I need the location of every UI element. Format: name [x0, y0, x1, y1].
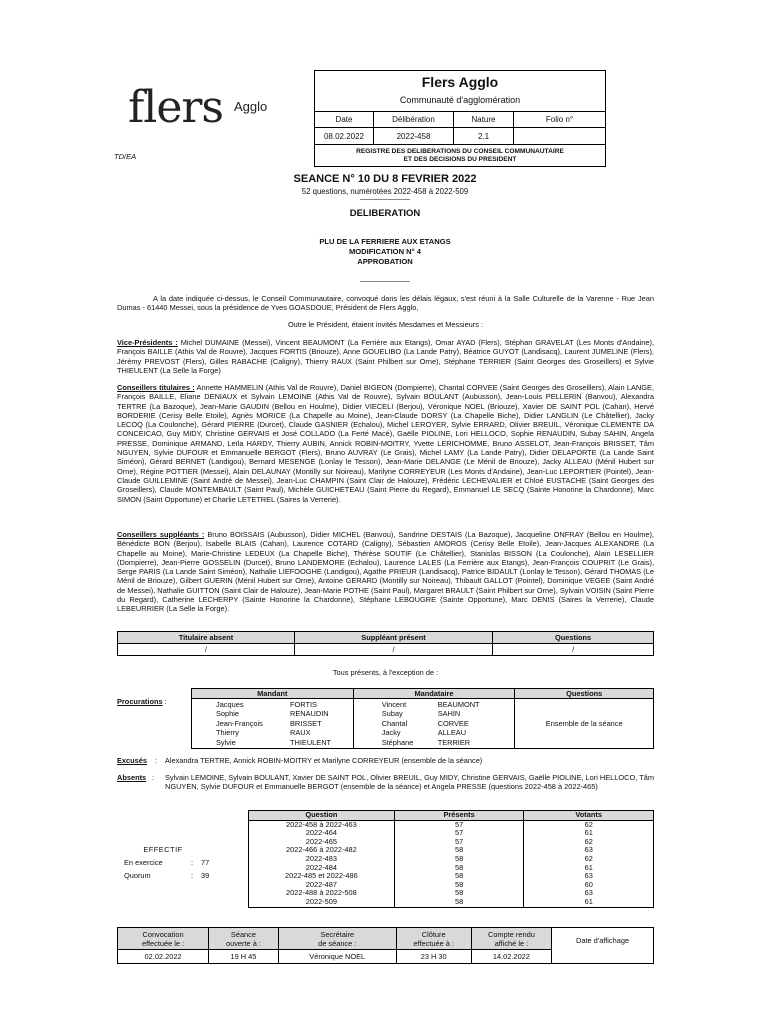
- effectif-title: EFFECTIF: [143, 845, 183, 854]
- mandataire-first: Subay: [381, 709, 403, 719]
- mandant-first: Jacques: [216, 700, 244, 709]
- footer-header-line: Séance: [230, 929, 256, 939]
- cell-suppleant-present: /: [294, 644, 492, 656]
- footer-header-line: Convocation: [142, 929, 184, 939]
- footer-header-compte-rendu: [471, 928, 551, 950]
- vote-question-cell: 2022-465: [249, 838, 395, 847]
- register-line-1: REGISTRE DES DELIBERATIONS DU CONSEIL COMMUNAUTAIRE: [356, 148, 564, 155]
- subject-line-1: PLU DE LA FERRIERE AUX ETANGS: [319, 237, 451, 246]
- effectif-value: 39: [201, 871, 210, 880]
- effectif-value: 77: [201, 858, 210, 867]
- procurations-label-wrap: [117, 697, 167, 706]
- val-date: 08.02.2022: [323, 132, 365, 141]
- header-question: Question: [249, 811, 395, 821]
- mandataire-last: ALLEAU: [437, 728, 467, 738]
- vote-question-cell: 2022-464: [249, 829, 395, 838]
- footer-value-secretaire: Véronique NOEL: [278, 950, 396, 964]
- mandant-last: THIEULENT: [290, 737, 332, 747]
- titulaires-text: Annette HAMMELIN (Athis Val de Rouvre), Daniel BIGEON (Dompierre), Chantal CORVEE (Saint Georges des Groseillers), Alain LANGE, François BAILLE, Eliane DENIAUX et Sylvain LEMOINE (Athis Val de Rouvre), Sylvain BOULANT (Aubusson), Jean-Louis PELLERIN (Banvou), Alexandra TERTRE (La Bazoque), Jean-Marie GAUDIN (Bellou en Houlme), Didier VIECELI (Berjou), Véronique NOEL (Briouze), Xavier DE SAINT POL (Cahan), Hervé BORDERIE (Cerisy Belle Etoile), Agnès MORICE (La Chapelle au Moine), Jean-Claude DORSY (La Chapelle Biche), Didier LANGLIN (Le Châtellier), Jacky LECOQ (La Coulonche), Gérard PIERRE (Durcet), Claude GASNIER (Echalou), Michel LEROYER, Sylvie ERRARD, Olivier BREUIL, Véronique CLEMENTE DA CONCEICAO, Guy MIDY, Christine GERVAIS et José COLLADO (La Ferté Macé), Gaëlle PIOLINE, Lori HELLOCO, Sophie RENAUDIN, Subay SAHIN, Angela PRESSE, Dominique ARMAND, Leïla HARDY, Thierry AUBIN, Annick ROBIN-MOITRY, Yvette LERICHOMME, Bruno ASSELOT, Jean-François BRISSET, Tâm NGUYEN, Sylvie DUFOUR et Emmanuelle BERGOT (Flers), Bruno AUVRAY (Le Grais), Michel LAMY (La Lande Patry), Didier DELAPORTE (La Lande Saint Siméon), Gérard BERNET (Landigou), Bernard MESENGE (Lonlay le Tesson), Jean-Marie DELANGE (Le Ménil de Briouze), Jacky ALLEAU (Ménil Hubert sur Orne), Régine POTTIER (Messei), Alain DELAUNAY (Montilly sur Noireau), Marilyne CORREYEUR (Les Monts d'Andaine), Jean-Luc LEPORTIER (Pointel), Jean-Claude GUILLEMINE (Saint André de Messei), Jean-Luc CHAMPIN (Saint Clair de Halouze), Frédéric LECHEVALIER et Chloé EUSTACHE (Saint Georges des Groseillers), Claude MONTEMBAULT (Saint Paul), Michèle GUICHETEAU (Saint Pierre du Regard), Emmanuel LE SECQ (Sainte Honorine la Chardonne), Marc SIMON (Saint Opportune) et Charlie LETETREL (Saires la Verrerie).: [117, 383, 654, 504]
- effectif-row: [124, 871, 209, 880]
- mandataire-first: Chantal: [381, 718, 408, 728]
- mandant-first: Sylvie: [216, 737, 236, 747]
- logo-suffix: Agglo: [234, 99, 268, 114]
- footer-header-convocation: [118, 928, 209, 950]
- intro-paragraph: A la date indiquée ci-dessus, le Conseil Communautaire, convoqué dans les délais légaux, s'est réuni à la Salle Culturelle de la Varenne - Rue Jean Dumas - 61440 Messei, sous la présidence de Yves GOASDOUE, Président de Flers Agglo,: [117, 294, 654, 313]
- vote-question-cell: 2022-458 à 2022-463: [249, 820, 395, 829]
- votes-header-row: [249, 811, 654, 821]
- vote-votants-cell: 61: [524, 898, 654, 907]
- val-folio: [513, 128, 605, 145]
- header-box: [314, 70, 606, 167]
- footer-header-line: effectuée à :: [413, 938, 454, 948]
- register-line-2: ET DES DECISIONS DU PRESIDENT: [403, 156, 517, 163]
- footer-value-compte-rendu: 14.02.2022: [471, 950, 551, 964]
- effectif-colon: :: [191, 858, 194, 867]
- footer-header-line: Clôture: [421, 929, 446, 939]
- header-votants: Votants: [524, 811, 654, 821]
- org-subtitle: Communauté d'agglomération: [399, 95, 521, 105]
- vote-votants-cell: 62: [524, 855, 654, 864]
- footer-table: [117, 927, 654, 964]
- mandataire-last: CORVEE: [437, 718, 469, 728]
- vote-question-cell: 2022-484: [249, 864, 395, 873]
- vote-votants-cell: 63: [524, 889, 654, 898]
- mandant-last: FORTIS: [290, 700, 317, 709]
- val-deliberation: 2022-458: [373, 128, 453, 145]
- org-title: Flers Agglo: [421, 74, 499, 90]
- vote-presents-cell: 58: [394, 846, 524, 855]
- footer-header-line: ouverte à :: [225, 938, 261, 948]
- footer-value-cloture: 23 H 30: [396, 950, 471, 964]
- deliberation-heading: DELIBERATION: [349, 208, 421, 219]
- footer-header-line: affiché le :: [494, 938, 529, 948]
- vote-question-cell: 2022-483: [249, 855, 395, 864]
- footer-header-affichage: Date d'affichage: [552, 928, 654, 964]
- vote-presents-cell: 58: [394, 889, 524, 898]
- titulaires-label: Conseillers titulaires :: [117, 383, 195, 392]
- vote-votants-cell: 61: [524, 829, 654, 838]
- vote-votants-cell: 62: [524, 838, 654, 847]
- excuses-line: [117, 756, 654, 765]
- votes-row: [249, 898, 654, 907]
- all-present-line: Tous présents, à l'exception de :: [332, 668, 439, 677]
- vote-votants-cell: 60: [524, 881, 654, 890]
- subject-line-2: MODIFICATION N° 4: [348, 247, 422, 256]
- suppleants-text: Bruno BOISSAIS (Aubusson), Didier MICHEL (Banvou), Sandrine DESTAIS (La Bazoque), Jacqueline ONFRAY (Bellou en Houlme), Bénédicte BON (Berjou), Isabelle BLAIS (Cahan), Laurence COTARD (Caligny), Sébastien AMOROS (Cerisy Belle Etoile), Jean-Jacques ALEXANDRE (La Chapelle au Moine), Marie-Christine LEDEUX (La Chapelle Biche), Thérèse SOUTIF (Le Châtellier), Stanislas BISSON (La Coulonche), Alain LESELLIER (Dompierre), Jean-Pierre GOSSELIN (Durcet), Bruno LANDEMORE (Echalou), Laurence LALES (La Ferrière aux Etangs), Jean-François COUPRIT (Le Grais), Serge PARIS (La Lande Saint Siméon), Nathalie LIEFOOGHE (Landigou), Agathe PRIEUR (Landisacq), Patrice BIDAULT (Lonlay le Tesson), Gérard THOMAS (Le Ménil de Briouze), Gilbert GUERIN (Ménil Hubert sur Orne), Antoine GERARD (Montilly sur Noireau), Thibault GALLOT (Pointel), Dominique VEGEE (Saint André de Messei), Nathalie GUITTON (Saint Clair de Halouze), Jean-Marie POTHE (Saint Paul), Margaret BRAULT (Saint Philbert sur Orne), Sylvain VOISIN (Saint Pierre du Regard), Catherine LECHERPY (Sainte Honorine la Chardonne), Stéphane LEBOUGRE (Sainte Opportune), Marc DENIS (Saires la Verrerie), Claude LEBEURRIER (La Selle la Forge).: [117, 530, 654, 614]
- header-val-row: [315, 127, 605, 145]
- effectif-label: En exercice: [124, 858, 163, 867]
- footer-header-line: Compte rendu: [487, 929, 535, 939]
- absence-header-row: [118, 632, 654, 644]
- vote-question-cell: 2022-485 et 2022-486: [249, 872, 395, 881]
- votes-table: [248, 810, 654, 908]
- procurations-body-row: [192, 699, 654, 749]
- initials: TD/EA: [114, 152, 137, 161]
- mandant-first: Thierry: [216, 728, 239, 738]
- divider: [360, 199, 410, 200]
- flers-agglo-logo: [128, 82, 298, 138]
- absents-colon: :: [152, 773, 155, 782]
- header-titulaire-absent: Titulaire absent: [118, 632, 295, 644]
- footer-header-line: de séance :: [318, 938, 357, 948]
- vice-presidents-paragraph: [117, 338, 654, 375]
- register-row: [315, 144, 605, 167]
- proc-questions-cell: Ensemble de la séance: [515, 699, 654, 749]
- suppleants-paragraph: [117, 530, 654, 614]
- mandataire-last-names: [438, 700, 480, 747]
- vote-presents-cell: 58: [394, 864, 524, 873]
- mandant-last: BRISSET: [290, 718, 322, 728]
- excuses-colon: :: [155, 756, 158, 765]
- vote-votants-cell: 62: [524, 820, 654, 829]
- footer-header-seance: [209, 928, 279, 950]
- mandataire-last: TERRIER: [437, 737, 471, 747]
- vote-question-cell: 2022-488 à 2022-508: [249, 889, 395, 898]
- header-suppleant-present: Suppléant présent: [294, 632, 492, 644]
- mandataire-first: Jacky: [381, 728, 401, 738]
- mandant-cell: [192, 699, 354, 749]
- procurations-label: Procurations: [117, 697, 163, 706]
- cell-titulaire-absent: /: [118, 644, 295, 656]
- vote-presents-cell: 57: [394, 820, 524, 829]
- subject: [240, 237, 530, 267]
- seance-title: SEANCE N° 10 DU 8 FEVRIER 2022: [293, 173, 477, 185]
- footer-header-cloture: [396, 928, 471, 950]
- footer-header-line: effectuée le :: [141, 938, 185, 948]
- vote-question-cell: 2022-487: [249, 881, 395, 890]
- seance-subtitle: 52 questions, numérotées 2022-458 à 2022-509: [301, 187, 469, 196]
- header-proc-questions: Questions: [515, 689, 654, 699]
- absence-value-row: [118, 644, 654, 656]
- mandant-last: RAUX: [290, 728, 311, 738]
- procurations-table: [191, 688, 654, 749]
- vice-presidents-text: Michel DUMAINE (Messei), Vincent BEAUMONT (La Ferrière aux Etangs), Omar AYAD (Flers), Stéphan GRAVELAT (Les Monts d'Andaine), François BAILLE (Athis Val de Rouvre), Jacques FORTIS (Briouze), Anne GOUELIBO (La Lande Patry), Béatrice GUYOT (Landisacq), Laurent JUMELINE (Flers), Jérémy PREVOST (Flers), Gilles RABACHE (Caligny), Thierry RAUX (Saint Philbert sur Orne), Stéphane TERRIER (Saint Georges des Groseillers) et Sylvie THIEULENT (La Selle la Forge): [117, 338, 654, 375]
- header-mandant: Mandant: [192, 689, 354, 699]
- vote-presents-cell: 57: [394, 829, 524, 838]
- mandataire-first: Vincent: [381, 700, 407, 709]
- header-col-row: [315, 111, 605, 127]
- col-deliberation: Délibération: [373, 112, 453, 127]
- suppleants-label: Conseillers suppléants :: [117, 530, 205, 539]
- effectif-label: Quorum: [124, 871, 151, 880]
- footer-value-seance: 19 H 45: [209, 950, 279, 964]
- vote-votants-cell: 61: [524, 864, 654, 873]
- votes-body: [249, 820, 654, 907]
- subject-line-3: APPROBATION: [357, 257, 413, 266]
- footer-header-line: Secrétaire: [320, 929, 355, 939]
- val-nature: 2.1: [453, 128, 513, 145]
- col-folio: Folio n°: [513, 112, 605, 127]
- footer-header-row: [118, 928, 654, 950]
- vote-question-cell: 2022-509: [249, 898, 395, 907]
- mandataire-cell: [353, 699, 515, 749]
- register-title: [315, 148, 605, 164]
- excuses-label: Excusés: [117, 756, 147, 765]
- mandataire-last: BEAUMONT: [437, 700, 480, 709]
- titulaires-paragraph: [117, 383, 654, 504]
- col-date: Date: [335, 115, 353, 124]
- mandataire-last: SAHIN: [437, 709, 461, 719]
- header-mandataire: Mandataire: [353, 689, 515, 699]
- footer-value-convocation: 02.02.2022: [118, 950, 209, 964]
- vote-presents-cell: 58: [394, 872, 524, 881]
- mandant-last-names: [290, 700, 331, 747]
- mandant-first: Jean-François: [216, 718, 263, 728]
- divider: [360, 281, 410, 282]
- procurations-header-row: [192, 689, 654, 699]
- vote-presents-cell: 58: [394, 898, 524, 907]
- mandant-first-names: [216, 700, 290, 747]
- header-presents: Présents: [394, 811, 524, 821]
- absents-label: Absents: [117, 773, 147, 782]
- invited-line: Outre le Président, étaient invités Mesdames et Messieurs :: [287, 320, 484, 329]
- cell-questions: /: [493, 644, 654, 656]
- procurations-colon: :: [164, 697, 167, 706]
- effectif-colon: :: [191, 871, 194, 880]
- mandant-last: RENAUDIN: [290, 709, 329, 719]
- mandataire-first-names: [382, 700, 438, 747]
- excuses-text: Alexandra TERTRE, Annick ROBIN-MOITRY et Marilyne CORREYEUR (ensemble de la séance): [164, 756, 483, 765]
- vote-presents-cell: 58: [394, 881, 524, 890]
- absence-table: [117, 631, 654, 656]
- vote-question-cell: 2022-466 à 2022-482: [249, 846, 395, 855]
- col-nature: Nature: [453, 112, 513, 127]
- logo-wordmark: flers: [128, 82, 224, 133]
- header-questions: Questions: [493, 632, 654, 644]
- effectif-row: [124, 858, 209, 867]
- vote-votants-cell: 63: [524, 846, 654, 855]
- footer-header-secretaire: [278, 928, 396, 950]
- absents-text: Sylvain LEMOINE, Sylvain BOULANT, Xavier DE SAINT POL, Olivier BREUIL, Guy MIDY, Christine GERVAIS, Gaëlle PIOLINE, Lori HELLOCO, Tâm NGUYEN, Sylvie DUFOUR et Emmanuelle BERGOT (ensemble de la séance) et Angela PRESSE (questions 2022-458 à 2022-465): [165, 773, 654, 792]
- vote-presents-cell: 58: [394, 855, 524, 864]
- mandant-first: Sophie: [216, 709, 240, 719]
- vote-presents-cell: 57: [394, 838, 524, 847]
- vice-presidents-label: Vice-Présidents :: [117, 338, 178, 347]
- mandataire-first: Stéphane: [381, 737, 414, 747]
- vote-votants-cell: 63: [524, 872, 654, 881]
